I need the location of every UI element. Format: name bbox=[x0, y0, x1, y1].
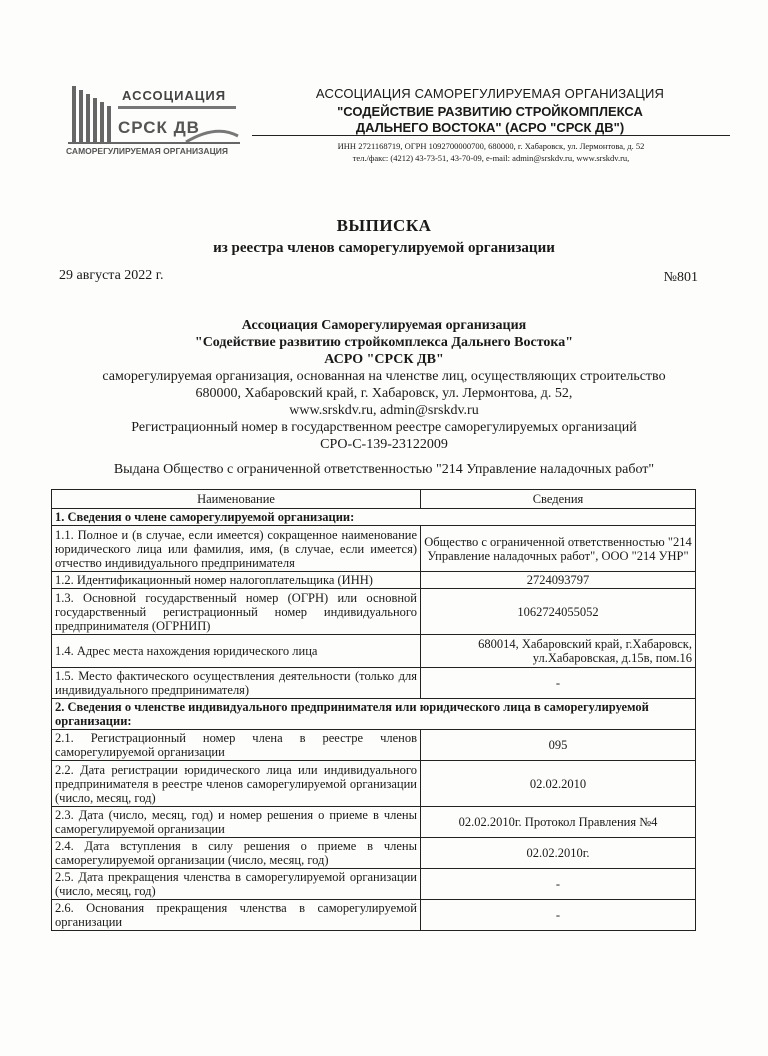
row-1-2-value: 2724093797 bbox=[421, 572, 696, 589]
contacts-line-2: тел./факс: (4212) 43-73-51, 43-70-09, e-mail: admin@srskdv.ru, www.srskdv.ru, bbox=[352, 153, 630, 163]
org-name-line-2: "СОДЕЙСТВИЕ РАЗВИТИЮ СТРОЙКОМПЛЕКСА bbox=[337, 104, 643, 119]
issuer-line-6: www.srskdv.ru, admin@srskdv.ru bbox=[289, 403, 479, 418]
issuer-line-5: 680000, Хабаровский край, г. Хабаровск, ул. Лермонтова, д. 52, bbox=[195, 386, 573, 401]
row-2-3-value: 02.02.2010г. Протокол Правления №4 bbox=[421, 807, 696, 838]
row-2-6-name: 2.6. Основания прекращения членства в саморегулируемой организации bbox=[52, 900, 421, 931]
issuer-line-1: Ассоциация Саморегулируемая организация bbox=[241, 318, 527, 333]
table-row bbox=[52, 761, 696, 807]
row-1-3-name: 1.3. Основной государственный номер (ОГРН) или основной государственный регистрационный номер индивидуального предпринимателя (ОГРНИП) bbox=[52, 589, 421, 635]
organization-logo bbox=[66, 84, 242, 164]
row-2-6-value: - bbox=[421, 900, 696, 931]
issuer-line-3: АСРО "СРСК ДВ" bbox=[324, 352, 444, 367]
section-row bbox=[52, 699, 696, 730]
table-row bbox=[52, 572, 696, 589]
title-subtitle: из реестра членов саморегулируемой организации bbox=[213, 240, 555, 256]
document-number: №801 bbox=[663, 270, 698, 285]
table-row bbox=[52, 635, 696, 668]
table-row bbox=[52, 869, 696, 900]
issuer-block bbox=[60, 317, 708, 453]
org-contacts bbox=[252, 140, 730, 164]
row-1-3-value: 1062724055052 bbox=[421, 589, 696, 635]
table-row bbox=[52, 526, 696, 572]
org-name-line-1: АССОЦИАЦИЯ САМОРЕГУЛИРУЕМАЯ ОРГАНИЗАЦИЯ bbox=[315, 86, 665, 101]
row-1-2-name: 1.2. Идентификационный номер налогоплательщика (ИНН) bbox=[52, 572, 421, 589]
contacts-line-1: ИНН 2721168719, ОГРН 1092700000700, 680000, г. Хабаровск, ул. Лермонтова, д. 52 bbox=[337, 141, 645, 151]
section-row bbox=[52, 509, 696, 526]
row-2-1-name: 2.1. Регистрационный номер члена в реестре членов саморегулируемой организации bbox=[52, 730, 421, 761]
title-main: ВЫПИСКА bbox=[336, 216, 432, 235]
table-row bbox=[52, 730, 696, 761]
row-2-5-name: 2.5. Дата прекращения членства в саморегулируемой организации (число, месяц, год) bbox=[52, 869, 421, 900]
table-row bbox=[52, 589, 696, 635]
issued-to: Выдана Общество с ограниченной ответственностью "214 Управление наладочных работ" bbox=[113, 462, 655, 477]
row-1-1-value: Общество с ограниченной ответственностью "214 Управление наладочных работ", ООО "214 УНР" bbox=[421, 526, 696, 572]
row-2-2-name: 2.2. Дата регистрации юридического лица или индивидуального предпринимателя в реестре членов саморегулируемой организации (число, месяц, год) bbox=[52, 761, 421, 807]
letterhead bbox=[0, 0, 768, 180]
row-1-5-value: - bbox=[421, 668, 696, 699]
issuer-line-4: саморегулируемая организация, основанная на членстве лиц, осуществляющих строительство bbox=[102, 369, 666, 384]
issuer-line-8: СРО-С-139-23122009 bbox=[320, 437, 448, 452]
issuer-line-7: Регистрационный номер в государственном реестре саморегулируемых организаций bbox=[131, 420, 637, 435]
row-1-4-name: 1.4. Адрес места нахождения юридического лица bbox=[52, 635, 421, 668]
row-1-4-value: 680014, Хабаровский край, г.Хабаровск, ул.Хабаровская, д.15в, пом.16 bbox=[421, 635, 696, 668]
row-2-2-value: 02.02.2010 bbox=[421, 761, 696, 807]
registry-table bbox=[51, 489, 696, 931]
organization-name-block bbox=[250, 86, 730, 135]
section-2-title: 2. Сведения о членстве индивидуального предпринимателя или юридического лица в саморегулируемой организации: bbox=[52, 699, 696, 730]
table-header-row bbox=[52, 490, 696, 509]
section-1-title: 1. Сведения о члене саморегулируемой организации: bbox=[52, 509, 696, 526]
row-2-4-value: 02.02.2010г. bbox=[421, 838, 696, 869]
document-date: 29 августа 2022 г. bbox=[59, 268, 164, 283]
column-header-value: Сведения bbox=[421, 490, 696, 509]
row-2-1-value: 095 bbox=[421, 730, 696, 761]
row-2-3-name: 2.3. Дата (число, месяц, год) и номер решения о приеме в члены саморегулируемой организации bbox=[52, 807, 421, 838]
header-divider bbox=[252, 135, 730, 136]
row-2-5-value: - bbox=[421, 869, 696, 900]
row-1-1-name: 1.1. Полное и (в случае, если имеется) сокращенное наименование юридического лица или фамилия, имя, (в случае, если имеется) отчество индивидуального предпринимателя bbox=[52, 526, 421, 572]
org-name-line-3: ДАЛЬНЕГО ВОСТОКА" (АСРО "СРСК ДВ") bbox=[355, 120, 625, 135]
row-2-4-name: 2.4. Дата вступления в силу решения о приеме в члены саморегулируемой организации (число, месяц, год) bbox=[52, 838, 421, 869]
table-row bbox=[52, 668, 696, 699]
table-row bbox=[52, 807, 696, 838]
logo-text-association: АССОЦИАЦИЯ bbox=[122, 88, 227, 103]
document-title bbox=[0, 216, 768, 257]
table-row bbox=[52, 838, 696, 869]
issuer-line-2: "Содействие развитию стройкомплекса Дальнего Востока" bbox=[194, 335, 574, 350]
logo-text-sro: САМОРЕГУЛИРУЕМАЯ ОРГАНИЗАЦИЯ bbox=[66, 146, 228, 156]
column-header-name: Наименование bbox=[52, 490, 421, 509]
table-row bbox=[52, 900, 696, 931]
logo-text-abbr: СРСК ДВ bbox=[118, 118, 200, 137]
row-1-5-name: 1.5. Место фактического осуществления деятельности (только для индивидуального предпринимателя) bbox=[52, 668, 421, 699]
